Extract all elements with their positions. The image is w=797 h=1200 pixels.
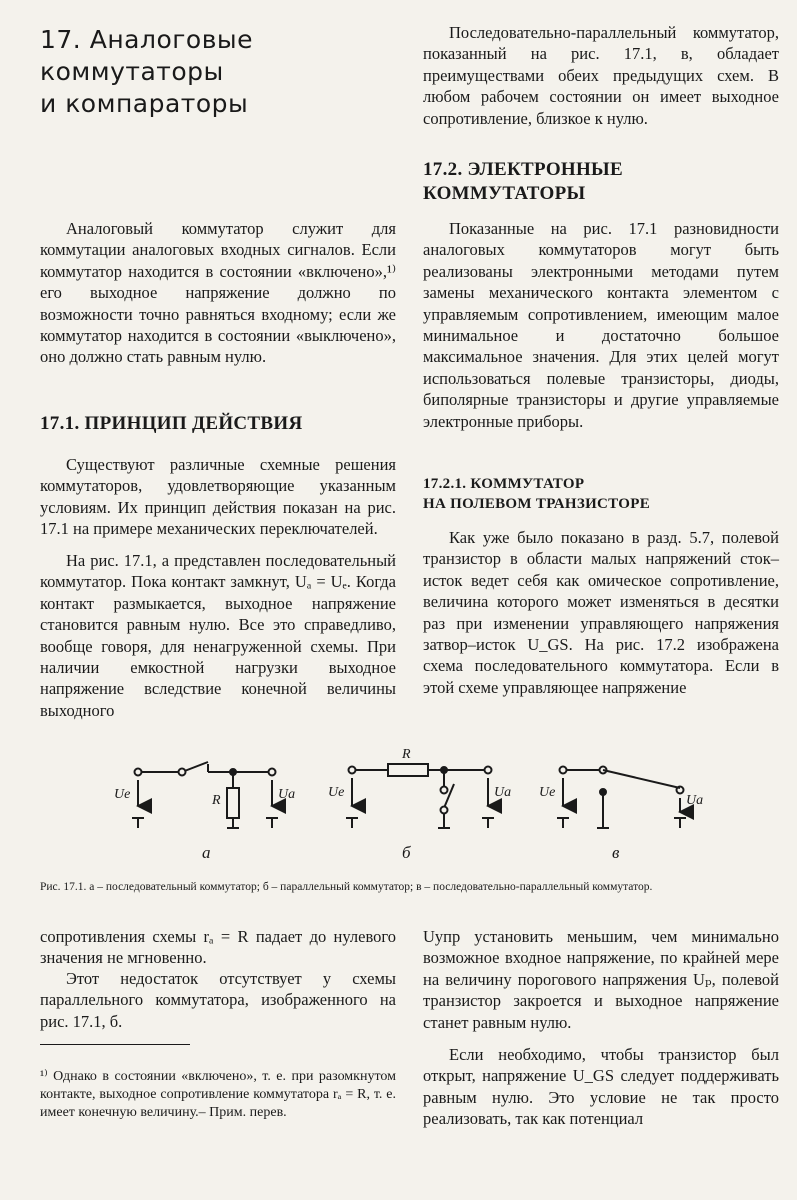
section-heading-17-2-1: [423, 474, 779, 514]
figure-sublabel-b: б: [402, 843, 411, 862]
intro-paragraph: Аналоговый коммутатор служит для коммутации аналоговых входных сигналов. Если коммутатор находится в состоянии «включено»,¹⁾ его выходное напряжение должно по возможности точно равняться входному; если же коммутатор находится в состоянии «выключено», оно должно стать равным нулю.: [40, 219, 396, 367]
footnote-rule: [40, 1044, 190, 1045]
section-heading-17-2-1-line-2: НА ПОЛЕВОМ ТРАНЗИСТОРЕ: [423, 496, 651, 512]
section-heading-17-2-line-1: 17.2. ЭЛЕКТРОННЫЕ: [423, 159, 623, 180]
label-r-b: R: [402, 747, 411, 762]
section-heading-17-2-1-line-1: 17.2.1. КОММУТАТОР: [423, 476, 585, 492]
figure-sublabel-c: в: [612, 843, 620, 862]
chapter-title-line-3: и компараторы: [40, 89, 249, 118]
label-ua-c: Ua: [686, 793, 704, 808]
chapter-title: [40, 24, 370, 120]
paragraph-series-parallel: Последовательно-параллельный коммутатор, показанный на рис. 17.1, в, обладает преимуществами обеих предыдущих схем. В любом рабочем состоянии он имеет выходное сопротивление, близкое к нулю.: [423, 23, 779, 128]
figure-17-1: [40, 740, 760, 868]
label-ua-b: Ua: [494, 785, 512, 800]
paragraph-bottom-right-1: Uупр установить меньшим, чем минимально возможное входное напряжение, по крайней мере на величину порогового напряжения Uₚ, полевой транзистор закроется и выходное напряжение станет равным нулю.: [423, 927, 779, 1032]
footnote: ¹⁾ Однако в состоянии «включено», т. е. при разомкнутом контакте, выходное сопротивление коммутатора rₐ = R, т. е. имеет конечную величину.– Прим. перев.: [40, 1069, 396, 1120]
paragraph-bottom-left-2: Этот недостаток отсутствует у схемы параллельного коммутатора, изображенного на рис. 17.1, б.: [40, 969, 396, 1031]
section-heading-17-1: 17.1. ПРИНЦИП ДЕЙСТВИЯ: [40, 413, 303, 434]
paragraph-bottom-left-1: сопротивления схемы rₐ = R падает до нулевого значения не мгновенно.: [40, 927, 396, 968]
chapter-title-line-1: Аналоговые: [89, 25, 254, 54]
circuit-series-a: [132, 762, 278, 828]
label-ua-a: Ua: [278, 787, 296, 802]
label-r-a: R: [212, 793, 221, 808]
label-ue-b: Ue: [328, 785, 345, 800]
paragraph-principle-1: Существуют различные схемные решения коммутаторов, удовлетворяющие указанным условиям. Их принцип действия показан на рис. 17.1 на примере механических переключателей.: [40, 455, 396, 539]
section-heading-17-2-line-2: КОММУТАТОРЫ: [423, 183, 586, 204]
circuit-series-parallel-c: [557, 767, 686, 829]
figure-caption: Рис. 17.1. а – последовательный коммутатор; б – параллельный коммутатор; в – последовательно-параллельный коммутатор.: [40, 881, 653, 893]
label-ue-c: Ue: [539, 785, 556, 800]
paragraph-fet-switch: Как уже было показано в разд. 5.7, полевой транзистор в области малых напряжений сток–исток ведет себя как омическое сопротивление, величина которого может изменяться в десятки раз при изменении управляющего напряжения затвор–исток U_GS. На рис. 17.2 изображена схема последовательного коммутатора. Если в этой схеме управляющее напряжение: [423, 528, 779, 697]
circuit-parallel-b: [346, 764, 494, 828]
figure-sublabel-a: а: [202, 843, 211, 862]
label-ue-a: Ue: [114, 787, 131, 802]
paragraph-principle-2: На рис. 17.1, а представлен последовательный коммутатор. Пока контакт замкнут, Uₐ = Uₑ. Когда контакт размыкается, выходное напряжение становится равным нулю. Все это справедливо, вообще говоря, для ненагруженной схемы. При наличии емкостной нагрузки выходное напряжение вследствие конечной величины выходного: [40, 551, 396, 720]
chapter-title-line-2: коммутаторы: [40, 57, 224, 86]
chapter-number: 17.: [40, 25, 82, 54]
section-heading-17-2: [423, 158, 779, 206]
paragraph-bottom-right-2: Если необходимо, чтобы транзистор был открыт, напряжение U_GS следует поддерживать равным нулю. Это условие не так просто реализовать, так как потенциал: [423, 1045, 779, 1129]
paragraph-electronic-switches: Показанные на рис. 17.1 разновидности аналоговых коммутаторов могут быть реализованы электронными методами путем замены механического контакта элементом с управляемым сопротивлением, имеющим малое минимальное и достаточно большое максимальное значения. Для этих целей могут использоваться полевые транзисторы, диоды, биполярные транзисторы и другие управляемые электронные приборы.: [423, 219, 779, 431]
